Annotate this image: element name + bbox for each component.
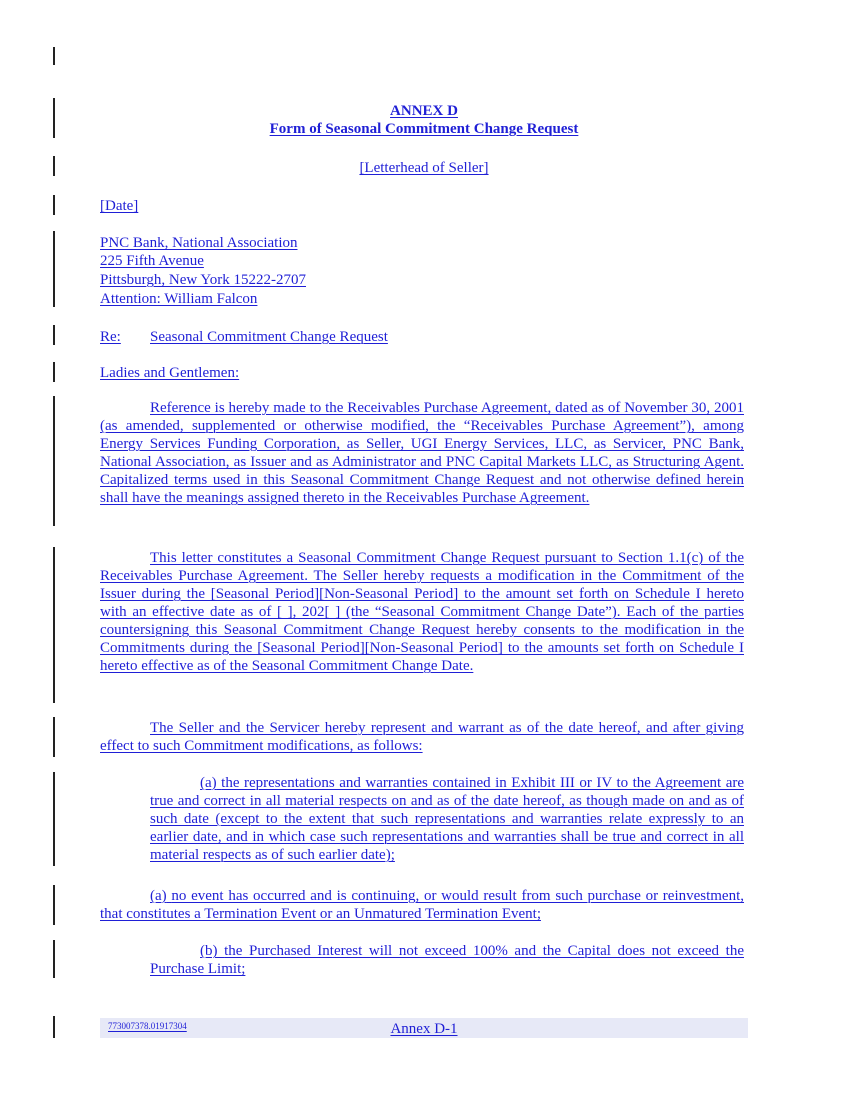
change-bar (53, 156, 55, 176)
change-bar (53, 717, 55, 757)
clause-no-event (100, 887, 744, 923)
re-line (100, 328, 744, 346)
letterhead-placeholder: [Letterhead of Seller] (359, 160, 489, 176)
change-bar (53, 885, 55, 925)
clause-text: the Purchased Interest will not exceed 100% and the Capital does not exceed the Purchase Limit; (150, 943, 744, 977)
clause-label: (a) (150, 888, 167, 904)
re-label: Re: (100, 329, 121, 345)
change-bar (53, 396, 55, 526)
paragraph-request: This letter constitutes a Seasonal Commitment Change Request pursuant to Section 1.1(c) of the Receivables Purchase Agreement. The Seller hereby requests a modification in the Commitment of the Issuer during the [Seasonal Period][Non-Seasonal Period] to the amount set forth on Schedule I hereto with an effective date as of [ ], 202[ ] (the “Seasonal Commitment Change Date”). Each of the parties countersigning this Seasonal Commitment Change Request hereby consents to the modification in the Commitments during the [Seasonal Period][Non-Seasonal Period] to the amounts set forth on Schedule I hereto effective as of the Seasonal Commitment Change Date. (100, 550, 744, 674)
clause-text: the representations and warranties contained in Exhibit III or IV to the Agreement are true and correct in all material respects on and as of the date hereof, as though made on and as of such date (except to the extent that such representations and warranties relate expressly to an earlier date, and in which case such representations and warranties shall be true and correct in all material respects as of such earlier date); (150, 775, 745, 863)
form-title: Form of Seasonal Commitment Change Request (269, 121, 579, 137)
change-bar (53, 940, 55, 978)
re-subject: Seasonal Commitment Change Request (150, 329, 388, 345)
address-line: PNC Bank, National Association (100, 235, 298, 251)
salutation: Ladies and Gentlemen: (100, 365, 240, 381)
annex-title: ANNEX D (390, 103, 458, 119)
change-bar (53, 47, 55, 65)
address-line: Attention: William Falcon (100, 291, 258, 307)
change-bar (53, 362, 55, 382)
change-bar (53, 1016, 55, 1038)
page-number: Annex D-1 (390, 1021, 458, 1037)
paragraph-reference: Reference is hereby made to the Receivables Purchase Agreement, dated as of November 30, 2001 (as amended, supplemented or otherwise modified, the “Receivables Purchase Agreement”), among Energy Services Funding Corporation, as Seller, UGI Energy Services, LLC, as Servicer, PNC Bank, National Association, as Issuer and as Administrator and PNC Capital Markets LLC, as Structuring Agent. Capitalized terms used in this Seasonal Commitment Change Request and not otherwise defined herein shall have the meanings assigned thereto in the Receivables Purchase Agreement. (100, 400, 744, 506)
address-line: Pittsburgh, New York 15222-2707 (100, 272, 306, 288)
clause-label: (b) (200, 943, 218, 959)
address-line: 225 Fifth Avenue (100, 253, 204, 269)
clause-label: (a) (200, 775, 217, 791)
change-bar (53, 547, 55, 703)
change-bar (53, 325, 55, 345)
change-bar (53, 231, 55, 307)
change-bar (53, 195, 55, 215)
document-id: 773007378.01917304 (108, 1021, 187, 1031)
clause-representations (150, 774, 744, 864)
clause-purchased-interest (150, 942, 744, 978)
change-bar (53, 98, 55, 138)
paragraph-representations: The Seller and the Servicer hereby represent and warrant as of the date hereof, and after giving effect to such Commitment modifications, as follows: (100, 720, 744, 754)
clause-text: no event has occurred and is continuing, or would result from such purchase or reinvestment, that constitutes a Termination Event or an Unmatured Termination Event; (100, 888, 745, 922)
change-bar (53, 772, 55, 866)
date-placeholder: [Date] (100, 198, 139, 214)
page-footer (100, 1018, 748, 1038)
